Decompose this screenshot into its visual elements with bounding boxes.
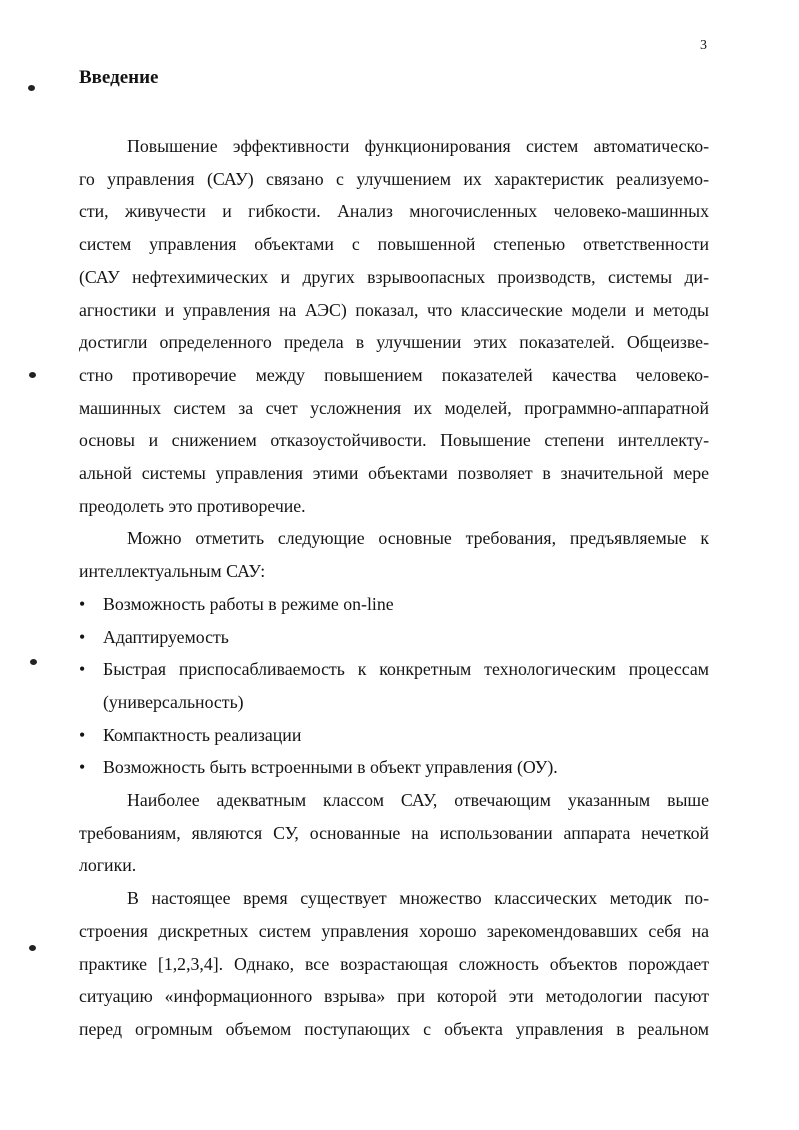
- bullet-icon: •: [79, 659, 86, 680]
- punch-hole-mark: [29, 372, 36, 378]
- section-heading: Введение: [79, 67, 159, 88]
- text-line: Наиболее адекватным классом САУ, отвечающим указанным выше: [127, 790, 709, 811]
- text-line: агностики и управления на АЭС) показал, что классические модели и методы: [79, 299, 709, 320]
- list-item-text: Компактность реализации: [103, 724, 302, 745]
- list-item-text: Быстрая приспосабливаемость к конкретным технологическим процессам: [103, 659, 709, 680]
- text-line: преодолеть это противоречие.: [79, 495, 306, 516]
- text-line: ситуацию «информационного взрыва» при которой эти методологии пасуют: [79, 986, 709, 1007]
- paragraph: [79, 130, 709, 522]
- punch-hole-mark: [30, 659, 37, 665]
- text-line: альной системы управления этими объектами позволяет в значительной мере: [79, 463, 709, 484]
- list-item: [79, 588, 709, 621]
- text-line: (САУ нефтехимических и других взрывоопасных производств, системы ди-: [79, 266, 709, 287]
- list-item-text: Возможность быть встроенными в объект управления (ОУ).: [103, 757, 558, 778]
- text-line: интеллектуальным САУ:: [79, 561, 266, 582]
- list-item-text: (универсальность): [103, 691, 244, 712]
- list-item: [79, 719, 709, 752]
- paragraph: [79, 784, 709, 882]
- bullet-icon: •: [79, 626, 86, 647]
- text-line: требованиям, являются СУ, основанные на использовании аппарата нечеткой: [79, 822, 709, 843]
- text-line: систем управления объектами с повышенной степенью ответственности: [79, 234, 709, 255]
- punch-hole-mark: [28, 85, 35, 91]
- paragraph: [79, 522, 709, 587]
- text-line: Повышение эффективности функционирования систем автоматическо-: [127, 136, 709, 156]
- punch-hole-mark: [29, 945, 36, 951]
- page-number: 3: [700, 38, 707, 53]
- list-item: [79, 653, 709, 718]
- bullet-icon: •: [79, 757, 86, 778]
- text-line: Можно отметить следующие основные требования, предъявляемые к: [127, 528, 709, 549]
- text-line: стно противоречие между повышением показателей качества человеко-: [79, 364, 709, 385]
- text-line: строения дискретных систем управления хорошо зарекомендовавших себя на: [79, 920, 709, 941]
- document-body: [79, 130, 709, 1046]
- text-line: сти, живучести и гибкости. Анализ многочисленных человеко-машинных: [79, 201, 709, 222]
- list-item: [79, 621, 709, 654]
- text-line: основы и снижением отказоустойчивости. Повышение степени интеллекту-: [79, 430, 709, 451]
- text-line: машинных систем за счет усложнения их моделей, программно-аппаратной: [79, 397, 709, 418]
- requirements-list: [79, 588, 709, 784]
- text-line: практике [1,2,3,4]. Однако, все возрастающая сложность объектов порождает: [79, 953, 709, 974]
- text-line: го управления (САУ) связано с улучшением их характеристик реализуемо-: [79, 168, 709, 189]
- list-item-text: Возможность работы в режиме on-line: [103, 593, 394, 614]
- text-line: В настоящее время существует множество классических методик по-: [127, 888, 709, 909]
- list-item: [79, 751, 709, 784]
- list-item-text: Адаптируемость: [103, 626, 229, 647]
- text-line: достигли определенного предела в улучшении этих показателей. Общеизве-: [79, 332, 709, 353]
- paragraph: [79, 882, 709, 1046]
- text-line: логики.: [79, 855, 137, 876]
- bullet-icon: •: [79, 724, 86, 745]
- bullet-icon: •: [79, 593, 86, 614]
- text-line: перед огромным объемом поступающих с объекта управления в реальном: [79, 1018, 709, 1039]
